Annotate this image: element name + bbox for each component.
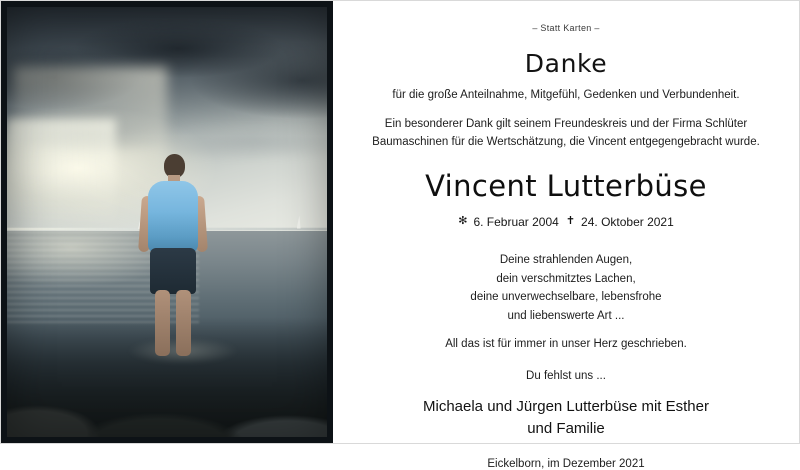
- text-panel: [333, 1, 799, 470]
- thanks-paragraph: [359, 116, 773, 152]
- family-line-2: und Familie: [527, 419, 605, 437]
- birth-star-icon: ✻: [458, 215, 467, 228]
- verse-closing-line: All das ist für immer in unser Herz geschrieben.: [445, 338, 687, 351]
- life-dates: [359, 215, 773, 229]
- memorial-photo: [7, 7, 327, 437]
- verse-line: deine unverwechselbare, lebensfrohe: [470, 291, 662, 304]
- place-and-date: Eickelborn, im Dezember 2021: [487, 457, 645, 470]
- eyebrow-text: – Statt Karten –: [532, 23, 600, 33]
- thanks-paragraph-line-1: Ein besonderer Dank gilt seinem Freundeskreis und der Firma Schlüter: [384, 118, 748, 131]
- verse-line: und liebenswerte Art ...: [507, 309, 625, 322]
- standing-figure: [136, 154, 210, 364]
- photo-panel: [1, 1, 333, 443]
- verse-line: dein verschmitztes Lachen,: [496, 272, 636, 285]
- figure-leg-right: [176, 290, 191, 356]
- thanks-paragraph-line-2: Baumaschinen für die Wertschätzung, die Vincent entgegengebracht wurde.: [372, 136, 760, 149]
- family-line-1: Michaela und Jürgen Lutterbüse mit Esther: [423, 398, 709, 415]
- verse-line: Deine strahlenden Augen,: [499, 253, 633, 266]
- birth-date: 6. Februar 2004: [473, 214, 559, 229]
- figure-shorts: [150, 248, 196, 294]
- lead-text: für die große Anteilnahme, Mitgefühl, Gedenken und Verbundenheit.: [392, 89, 740, 101]
- memorial-verse: [359, 251, 773, 354]
- family-signature: [359, 396, 773, 440]
- death-cross-icon: ✝: [565, 215, 575, 228]
- page-title: Danke: [524, 49, 608, 78]
- figure-leg-left: [155, 290, 170, 356]
- deceased-name: Vincent Lutterbüse: [425, 168, 707, 203]
- figure-shirt: [148, 181, 198, 253]
- missing-line: Du fehlst uns ...: [526, 370, 606, 382]
- death-date: 24. Oktober 2021: [581, 214, 674, 229]
